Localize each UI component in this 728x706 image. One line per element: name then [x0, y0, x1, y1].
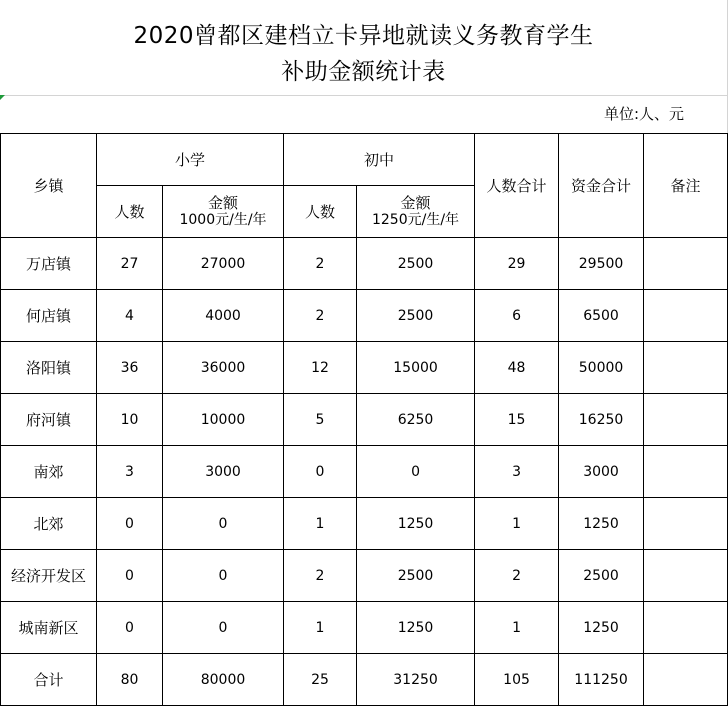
primary-amount-cell[interactable]: 36000 — [163, 342, 284, 394]
primary-amount-cell[interactable]: 0 — [163, 550, 284, 602]
total-funds-cell[interactable]: 3000 — [559, 446, 644, 498]
remark-cell[interactable] — [644, 342, 728, 394]
primary-amount-cell[interactable]: 4000 — [163, 290, 284, 342]
middle-count-cell[interactable]: 5 — [284, 394, 357, 446]
remark-cell[interactable] — [644, 394, 728, 446]
total-count-cell[interactable]: 6 — [475, 290, 559, 342]
primary-count-cell[interactable]: 4 — [97, 290, 163, 342]
unit-cell[interactable] — [0, 96, 728, 133]
total-count-cell[interactable]: 1 — [475, 498, 559, 550]
primary-count-cell[interactable]: 3 — [97, 446, 163, 498]
total-count-cell[interactable]: 15 — [475, 394, 559, 446]
town-cell[interactable]: 万店镇 — [1, 238, 97, 290]
middle-count-cell[interactable]: 25 — [284, 654, 357, 706]
remark-cell[interactable] — [644, 238, 728, 290]
town-cell[interactable]: 合计 — [1, 654, 97, 706]
header-town[interactable]: 乡镇 — [1, 134, 97, 238]
primary-amount-cell[interactable]: 3000 — [163, 446, 284, 498]
table-row — [1, 238, 728, 290]
header-primary-amount-label: 金额 — [208, 193, 239, 212]
header-total-count[interactable]: 人数合计 — [475, 134, 559, 238]
middle-amount-cell[interactable]: 6250 — [357, 394, 475, 446]
remark-cell[interactable] — [644, 498, 728, 550]
header-primary-amount-rate: 1000元/生/年 — [179, 211, 267, 228]
town-cell[interactable]: 经济开发区 — [1, 550, 97, 602]
total-count-cell[interactable]: 3 — [475, 446, 559, 498]
total-funds-cell[interactable]: 111250 — [559, 654, 644, 706]
total-count-cell[interactable]: 48 — [475, 342, 559, 394]
total-row — [1, 654, 728, 706]
town-cell[interactable]: 洛阳镇 — [1, 342, 97, 394]
primary-count-cell[interactable]: 10 — [97, 394, 163, 446]
total-funds-cell[interactable]: 1250 — [559, 498, 644, 550]
remark-cell[interactable] — [644, 654, 728, 706]
middle-amount-cell[interactable]: 2500 — [357, 238, 475, 290]
primary-count-cell[interactable]: 0 — [97, 498, 163, 550]
primary-count-cell[interactable]: 0 — [97, 602, 163, 654]
table-row — [1, 290, 728, 342]
header-primary[interactable]: 小学 — [97, 134, 284, 186]
total-count-cell[interactable]: 2 — [475, 550, 559, 602]
middle-amount-cell[interactable]: 1250 — [357, 602, 475, 654]
total-count-cell[interactable]: 29 — [475, 238, 559, 290]
total-funds-cell[interactable]: 6500 — [559, 290, 644, 342]
primary-count-cell[interactable]: 36 — [97, 342, 163, 394]
middle-count-cell[interactable]: 2 — [284, 290, 357, 342]
primary-amount-cell[interactable]: 10000 — [163, 394, 284, 446]
middle-amount-cell[interactable]: 15000 — [357, 342, 475, 394]
remark-cell[interactable] — [644, 550, 728, 602]
middle-count-cell[interactable]: 2 — [284, 550, 357, 602]
table-row — [1, 550, 728, 602]
town-cell[interactable]: 何店镇 — [1, 290, 97, 342]
header-primary-count[interactable]: 人数 — [97, 186, 163, 238]
remark-cell[interactable] — [644, 602, 728, 654]
header-middle-amount[interactable] — [357, 186, 475, 238]
middle-count-cell[interactable]: 0 — [284, 446, 357, 498]
title-line-1: 2020曾都区建档立卡异地就读义务教育学生 — [133, 23, 594, 49]
primary-count-cell[interactable]: 27 — [97, 238, 163, 290]
middle-count-cell[interactable]: 2 — [284, 238, 357, 290]
town-cell[interactable]: 南郊 — [1, 446, 97, 498]
town-cell[interactable]: 城南新区 — [1, 602, 97, 654]
town-cell[interactable]: 府河镇 — [1, 394, 97, 446]
town-cell[interactable]: 北郊 — [1, 498, 97, 550]
primary-count-cell[interactable]: 0 — [97, 550, 163, 602]
middle-count-cell[interactable]: 1 — [284, 498, 357, 550]
middle-amount-cell[interactable]: 0 — [357, 446, 475, 498]
unit-label: 单位:人、元 — [603, 105, 684, 123]
header-row-1 — [1, 134, 728, 186]
total-funds-cell[interactable]: 16250 — [559, 394, 644, 446]
middle-amount-cell[interactable]: 2500 — [357, 550, 475, 602]
header-middle-amount-rate: 1250元/生/年 — [371, 211, 460, 228]
middle-amount-cell[interactable]: 1250 — [357, 498, 475, 550]
primary-amount-cell[interactable]: 27000 — [163, 238, 284, 290]
header-total-funds[interactable]: 资金合计 — [559, 134, 644, 238]
total-funds-cell[interactable]: 50000 — [559, 342, 644, 394]
total-funds-cell[interactable]: 2500 — [559, 550, 644, 602]
total-count-cell[interactable]: 1 — [475, 602, 559, 654]
middle-count-cell[interactable]: 1 — [284, 602, 357, 654]
header-remark[interactable]: 备注 — [644, 134, 728, 238]
total-count-cell[interactable]: 105 — [475, 654, 559, 706]
primary-amount-cell[interactable]: 0 — [163, 602, 284, 654]
middle-amount-cell[interactable]: 2500 — [357, 290, 475, 342]
primary-count-cell[interactable]: 80 — [97, 654, 163, 706]
primary-amount-cell[interactable]: 80000 — [163, 654, 284, 706]
table-row — [1, 342, 728, 394]
table-row — [1, 446, 728, 498]
middle-count-cell[interactable]: 12 — [284, 342, 357, 394]
header-middle-amount-label: 金额 — [400, 193, 431, 212]
title-cell[interactable] — [0, 0, 728, 96]
header-middle-count[interactable]: 人数 — [284, 186, 357, 238]
remark-cell[interactable] — [644, 290, 728, 342]
table-row — [1, 602, 728, 654]
total-funds-cell[interactable]: 1250 — [559, 602, 644, 654]
middle-amount-cell[interactable]: 31250 — [357, 654, 475, 706]
header-middle[interactable]: 初中 — [284, 134, 475, 186]
title-line-2: 补助金额统计表 — [281, 59, 446, 85]
header-primary-amount[interactable] — [163, 186, 284, 238]
primary-amount-cell[interactable]: 0 — [163, 498, 284, 550]
remark-cell[interactable] — [644, 446, 728, 498]
table-row — [1, 394, 728, 446]
table-row — [1, 498, 728, 550]
subsidy-table — [0, 133, 728, 706]
total-funds-cell[interactable]: 29500 — [559, 238, 644, 290]
